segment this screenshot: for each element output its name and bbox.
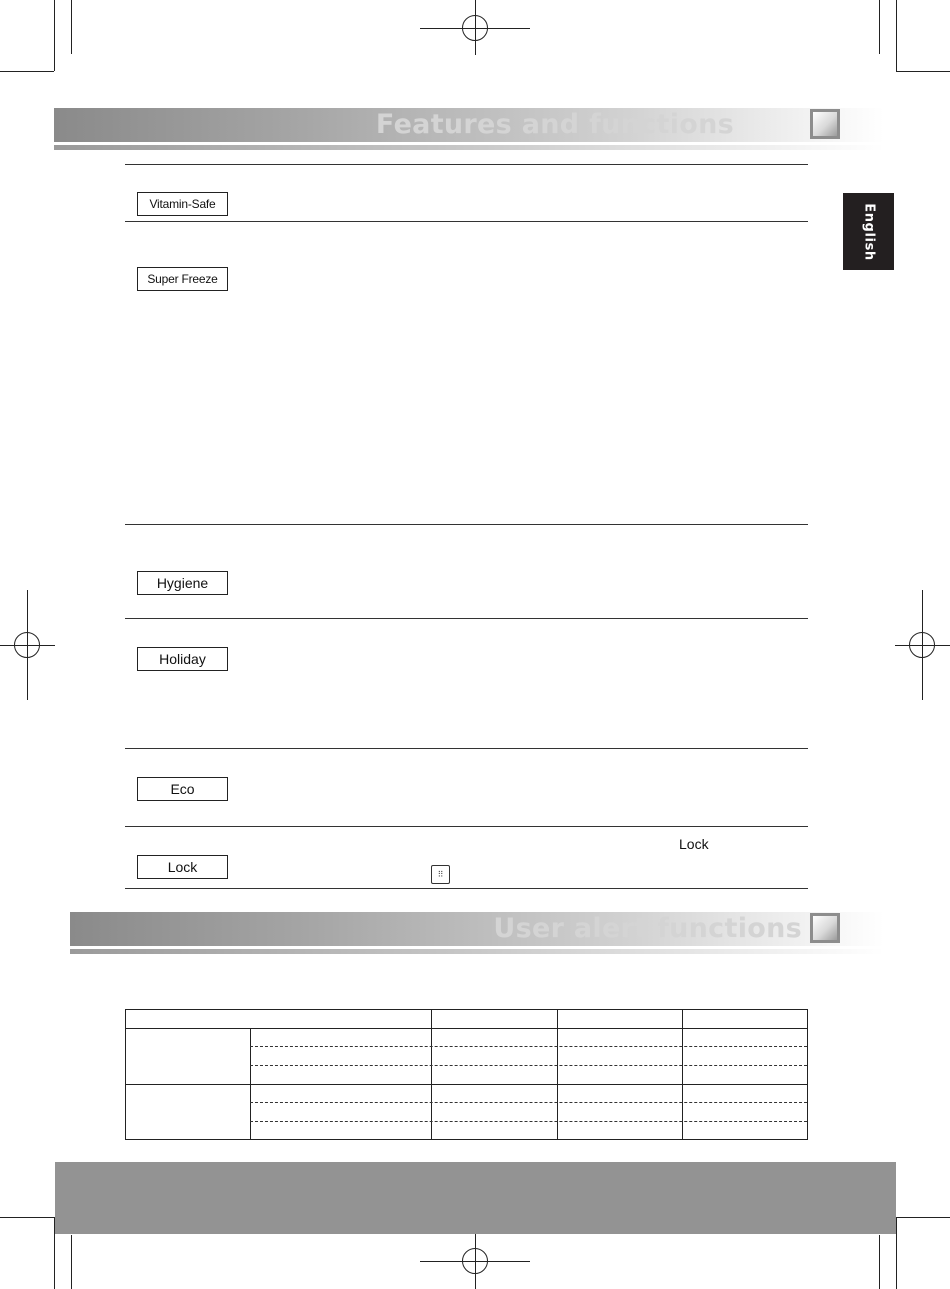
table-col-line: [431, 1010, 432, 1139]
alert-table: [125, 1009, 808, 1140]
vitamin-safe-button: Vitamin-Safe: [137, 192, 228, 216]
row-divider: [125, 888, 808, 889]
language-tab-label: English: [861, 202, 876, 261]
alerts-title: User alert functions: [493, 913, 802, 944]
row-divider: [125, 524, 808, 525]
alerts-banner-stripe: [70, 949, 884, 954]
row-divider: [125, 826, 808, 827]
panel-icon: ⠿: [431, 865, 450, 884]
table-group-line: [126, 1084, 807, 1085]
features-banner: [54, 108, 884, 142]
row-divider: [125, 618, 808, 619]
lock-button: Lock: [137, 855, 228, 879]
table-row-line: [250, 1102, 807, 1103]
lock-inline-text: Lock: [679, 836, 709, 852]
row-divider: [125, 164, 808, 165]
table-row-line: [250, 1046, 807, 1047]
features-banner-stripe: [54, 145, 884, 150]
row-divider: [125, 221, 808, 222]
row-divider: [125, 748, 808, 749]
alerts-square-icon: [810, 913, 840, 943]
hygiene-button: Hygiene: [137, 571, 228, 595]
language-tab[interactable]: [843, 193, 894, 270]
alerts-banner: [70, 912, 884, 946]
features-title: Features and functions: [375, 109, 734, 140]
super-freeze-button: Super Freeze: [137, 267, 228, 291]
table-col-line: [682, 1010, 683, 1139]
holiday-button: Holiday: [137, 647, 228, 671]
eco-button: Eco: [137, 777, 228, 801]
table-row-line: [250, 1121, 807, 1122]
table-col-line: [557, 1010, 558, 1139]
table-header-line: [126, 1028, 807, 1029]
features-square-icon: [810, 109, 840, 139]
table-row-line: [250, 1065, 807, 1066]
footer-bar: [55, 1162, 896, 1234]
